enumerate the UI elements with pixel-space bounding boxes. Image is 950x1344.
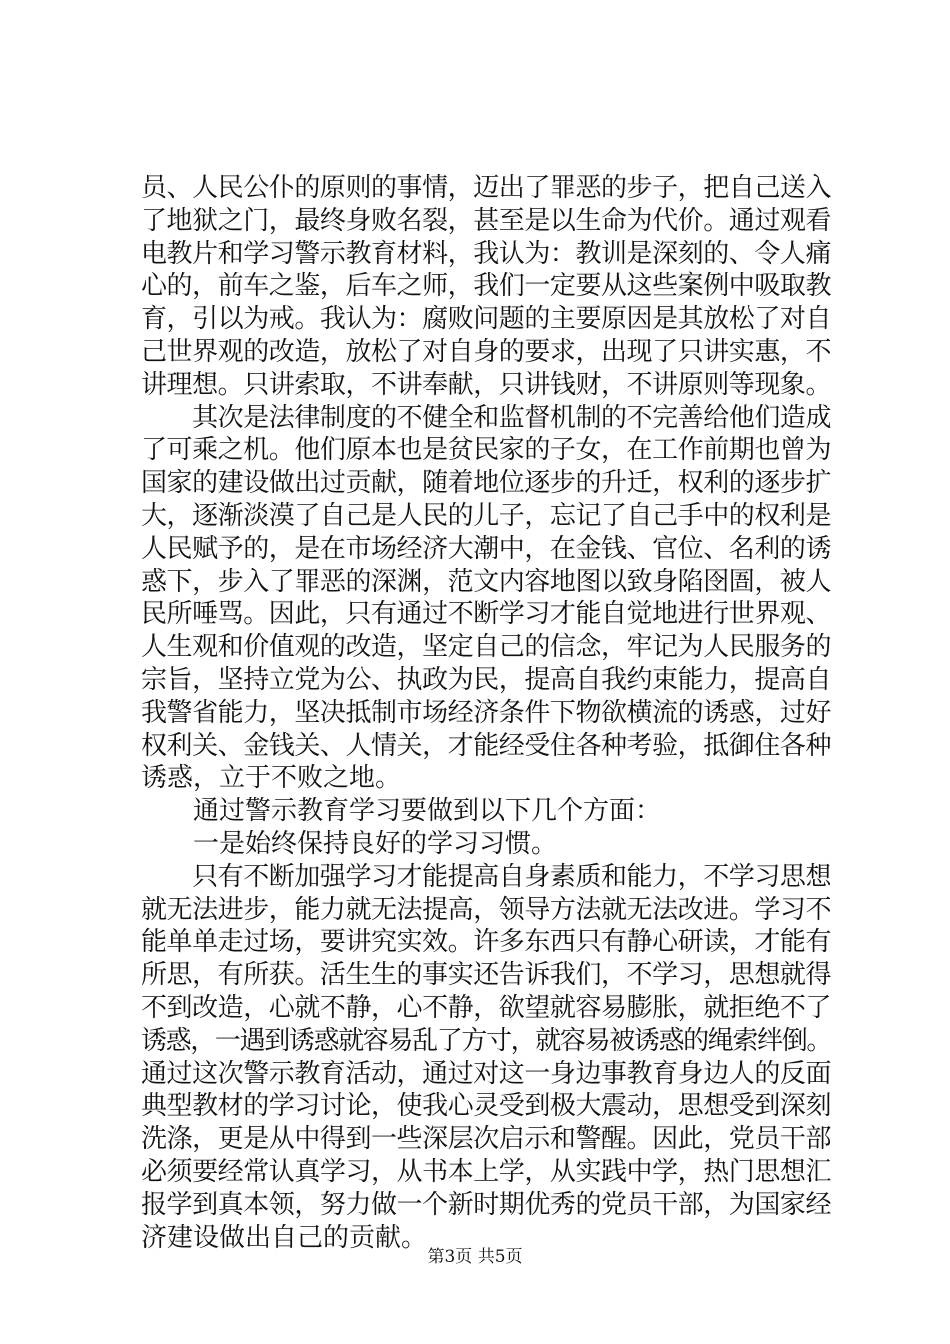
text-line: 济建设做出自己的贡献。 [141,1222,428,1253]
text-line: 了可乘之机。他们原本也是贫民家的子女，在工作前期也曾为 [141,435,832,466]
body-text [141,172,831,1254]
text-line: 权利关、金钱关、人情关，才能经受住各种考验，抵御住各种 [141,730,832,761]
text-line: 必须要经常认真学习，从书本上学，从实践中学，热门思想汇 [141,1156,832,1187]
text-line: 大，逐渐淡漠了自己是人民的儿子，忘记了自己手中的权利是 [141,500,832,531]
text-line: 员、人民公仆的原则的事情，迈出了罪恶的步子，把自己送入 [141,173,832,203]
text-line: 心的，前车之鉴，后车之师，我们一定要从这些案例中吸取教 [141,271,832,302]
text-line: 报学到真本领，努力做一个新时期优秀的党员干部，为国家经 [141,1189,832,1220]
text-line: 国家的建设做出过贡献，随着地位逐步的升迁，权利的逐步扩 [141,468,832,499]
text-line: 其次是法律制度的不健全和监督机制的不完善给他们造成 [141,402,832,433]
text-line: 民所唾骂。因此，只有通过不断学习才能自觉地进行世界观、 [141,599,832,630]
text-line: 我警省能力，坚决抵制市场经济条件下物欲横流的诱惑，过好 [141,697,832,728]
text-line: 人生观和价值观的改造，坚定自己的信念，牢记为人民服务的 [141,632,832,663]
text-line: 不到改造，心就不静，心不静，欲望就容易膨胀，就拒绝不了 [141,992,832,1023]
text-line: 所思，有所获。活生生的事实还告诉我们，不学习，思想就得 [141,960,832,991]
text-line: 惑下，步入了罪恶的深渊，范文内容地图以致身陷囹圄，被人 [141,566,832,597]
text-line: 通过警示教育学习要做到以下几个方面： [141,796,662,827]
text-line: 电教片和学习警示教育材料，我认为：教训是深刻的、令人痛 [141,238,832,269]
text-line: 诱惑，立于不败之地。 [141,763,402,794]
text-line: 一是始终保持良好的学习习惯。 [141,828,558,859]
text-line: 育，引以为戒。我认为：腐败问题的主要原因是其放松了对自 [141,304,832,335]
text-line: 人民赋予的，是在市场经济大潮中，在金钱、官位、名利的诱 [141,533,832,564]
text-line: 宗旨，坚持立党为公、执政为民，提高自我约束能力，提高自 [141,664,832,695]
text-line: 典型教材的学习讨论，使我心灵受到极大震动，思想受到深刻 [141,1091,832,1122]
text-line: 洗涤，更是从中得到一些深层次启示和警醒。因此，党员干部 [141,1124,832,1155]
text-line: 了地狱之门，最终身败名裂，甚至是以生命为代价。通过观看 [141,205,832,236]
text-line: 讲理想。只讲索取，不讲奉献，只讲钱财，不讲原则等现象。 [141,369,832,400]
page-footer: 第3页 共5页 [427,1247,523,1267]
text-line: 就无法进步，能力就无法提高，领导方法就无法改进。学习不 [141,894,832,925]
text-line: 诱惑，一遇到诱惑就容易乱了方寸，就容易被诱惑的绳索绊倒。 [141,1025,832,1056]
text-line: 能单单走过场，要讲究实效。许多东西只有静心研读，才能有 [141,927,832,958]
text-line: 只有不断加强学习才能提高自身素质和能力，不学习思想 [141,861,832,892]
text-line: 己世界观的改造，放松了对自身的要求，出现了只讲实惠，不 [141,336,832,367]
text-line: 通过这次警示教育活动，通过对这一身边事教育身边人的反面 [141,1058,832,1089]
